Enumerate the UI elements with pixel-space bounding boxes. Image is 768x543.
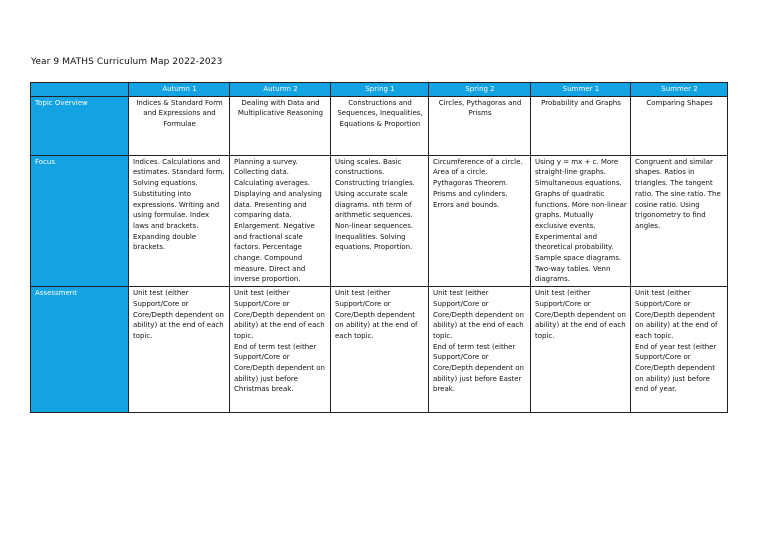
row-label-assessment: Assessment (31, 287, 129, 413)
column-header-spring-2: Spring 2 (429, 83, 531, 97)
focus-cell-autumn-1: Indices. Calculations and estimates. Standard form. Solving equations. Substituting into expressions. Writing and using formulae. Index laws and brackets. Expanding double brackets. (129, 155, 230, 286)
focus-cell-spring-1: Using scales. Basic constructions. Constructing triangles. Using accurate scale diagrams. nth term of arithmetic sequences. Non-linear sequences. Inequalities. Solving equations. Proportion. (331, 155, 429, 286)
row-label-focus: Focus (31, 155, 129, 286)
column-header-summer-2: Summer 2 (631, 83, 728, 97)
overview-cell-autumn-1: Indices & Standard Form and Expressions and Formulae (129, 96, 230, 155)
assessment-text: Unit test (either Support/Core or Core/Depth dependent on ability) at the end of each topic. (335, 289, 418, 340)
overview-cell-spring-2: Circles, Pythagoras and Prisms (429, 96, 531, 155)
table-row-assessment (31, 287, 728, 413)
assessment-text: Unit test (either Support/Core or Core/Depth dependent on ability) at the end of each topic. End of term test (either Support/Core or Core/Depth dependent on ability) just before Christmas break. (234, 289, 325, 394)
focus-cell-summer-1: Using y = mx + c. More straight-line graphs. Simultaneous equations. Graphs of quadratic functions. More non-linear graphs. Mutually exclusive events. Experimental and theoretical probability. Sample space diagrams. Two-way tables. Venn diagrams. (531, 155, 631, 286)
focus-cell-autumn-2: Planning a survey. Collecting data. Calculating averages. Displaying and analysing data. Presenting and comparing data. Enlargement. Negative and fractional scale factors. Percentage change. Compound measure. Direct and inverse proportion. (230, 155, 331, 286)
header-corner-cell (31, 83, 129, 97)
assessment-cell-spring-2 (429, 287, 531, 413)
curriculum-table (30, 82, 728, 413)
column-header-summer-1: Summer 1 (531, 83, 631, 97)
row-label-topic-overview: Topic Overview (31, 96, 129, 155)
document-title: Year 9 MATHS Curriculum Map 2022-2023 (31, 57, 223, 67)
overview-cell-summer-2: Comparing Shapes (631, 96, 728, 155)
assessment-cell-autumn-1 (129, 287, 230, 413)
table-row-focus (31, 155, 728, 286)
assessment-cell-summer-2 (631, 287, 728, 413)
assessment-text: Unit test (either Support/Core or Core/Depth dependent on ability) at the end of each topic. (133, 289, 224, 340)
overview-cell-spring-1: Constructions and Sequences, Inequalities, Equations & Proportion (331, 96, 429, 155)
overview-cell-autumn-2: Dealing with Data and Multiplicative Reasoning (230, 96, 331, 155)
focus-cell-spring-2: Circumference of a circle. Area of a circle. Pythagoras Theorem. Prisms and cylinders. Errors and bounds. (429, 155, 531, 286)
overview-cell-summer-1: Probability and Graphs (531, 96, 631, 155)
column-header-autumn-1: Autumn 1 (129, 83, 230, 97)
column-header-spring-1: Spring 1 (331, 83, 429, 97)
assessment-cell-spring-1 (331, 287, 429, 413)
table-header-row (31, 83, 728, 97)
focus-cell-summer-2: Congruent and similar shapes. Ratios in triangles. The tangent ratio. The sine ratio. The cosine ratio. Using trigonometry to find angles. (631, 155, 728, 286)
assessment-text: Unit test (either Support/Core or Core/Depth dependent on ability) at the end of each topic. End of term test (either Support/Core or Core/Depth dependent on ability) just before Easter break. (433, 289, 524, 394)
assessment-cell-summer-1 (531, 287, 631, 413)
column-header-autumn-2: Autumn 2 (230, 83, 331, 97)
assessment-text: Unit test (either Support/Core or Core/Depth dependent on ability) at the end of each topic. End of year test (either Support/Core or Core/Depth dependent on ability) just before end of year. (635, 289, 718, 394)
table-row-topic-overview (31, 96, 728, 155)
assessment-cell-autumn-2 (230, 287, 331, 413)
assessment-text: Unit test (either Support/Core or Core/Depth dependent on ability) at the end of each topic. (535, 289, 626, 340)
